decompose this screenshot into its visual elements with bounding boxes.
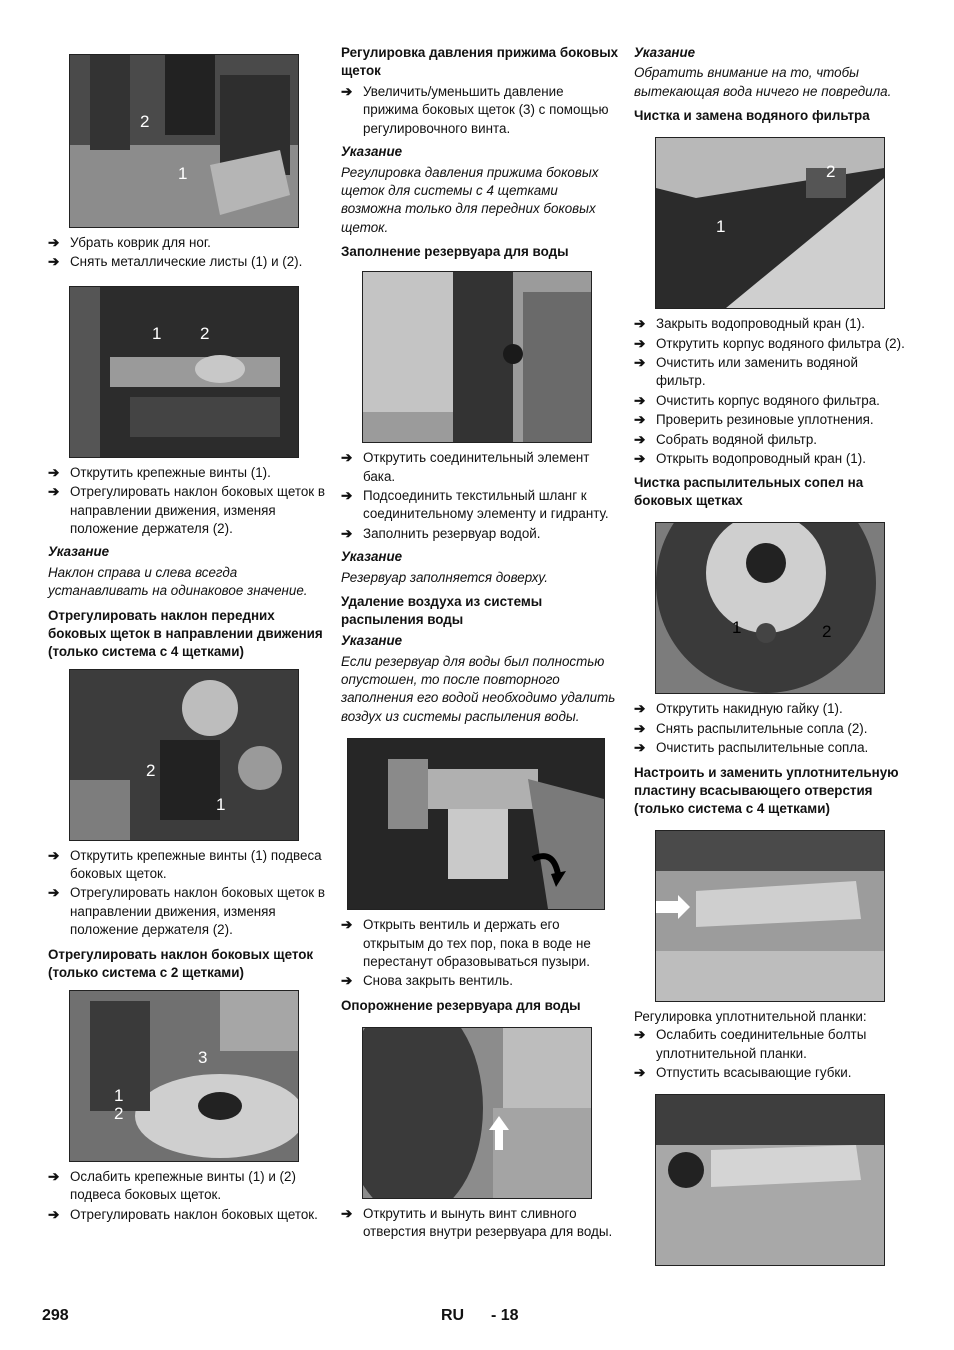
arrow-right-icon: ➔ [634, 316, 646, 332]
photo-tank-connector-shape [363, 272, 591, 442]
section-heading: Удаление воздуха из системы распыления воды [341, 594, 543, 628]
callout-2: 2 [826, 162, 836, 182]
arrow-right-icon: ➔ [48, 254, 60, 270]
callout-1: 1 [216, 794, 226, 814]
section-heading: Чистка и замена водяного фильтра [634, 108, 870, 124]
steps-adjust-tilt [48, 464, 326, 539]
section-heading: Заполнение резервуара для воды [341, 244, 569, 260]
photo-tank-connector [362, 271, 592, 443]
steps-front-brush [48, 847, 326, 940]
step: ➔ Открыть водопроводный кран (1). [634, 450, 906, 468]
photo-valve [347, 738, 605, 910]
callout-1: 1 [178, 164, 188, 183]
section-heading: Отрегулировать наклон передних боковых щеток в направлении движения (только система с 4 щетками) [48, 607, 323, 659]
arrow-right-icon: ➔ [341, 973, 353, 989]
callout-1: 1 [716, 217, 726, 237]
step: ➔ Увеличить/уменьшить давление прижима боковых щеток (3) с помощью регулировочного винта. [341, 84, 609, 136]
note-title: Указание [341, 549, 403, 565]
step: ➔ Открутить и вынуть винт сливного отверстия внутри резервуара для воды. [341, 1205, 613, 1240]
arrow-right-icon: ➔ [634, 740, 646, 756]
step: ➔ Заполнить резервуар водой. [341, 525, 621, 543]
photo-valve-shape [348, 739, 604, 909]
step: ➔ Отрегулировать наклон боковых щеток в направлении движения, изменяя положение держателя (2). [48, 484, 325, 537]
photo-water-filter [655, 137, 885, 309]
step: ➔ Убрать коврик для ног. [48, 234, 326, 252]
photo-drain-screw-shape [363, 1028, 591, 1198]
steps-bleed-air [341, 916, 621, 991]
step: ➔ Снять распылительные сопла (2). [634, 720, 906, 738]
arrow-right-icon: ➔ [48, 484, 60, 500]
plain-text: Регулировка уплотнительной планки: [634, 1008, 867, 1024]
step: ➔ Открутить соединительный элемент бака. [341, 450, 590, 484]
photo-front-brush-mount-shape [70, 670, 298, 840]
step: ➔ Очистить корпус водяного фильтра. [634, 392, 906, 410]
steps-drain-tank [341, 1205, 621, 1242]
note-text: Резервуар заполняется доверху. [341, 569, 548, 585]
arrow-right-icon: ➔ [634, 720, 646, 736]
arrow-right-icon: ➔ [48, 464, 60, 480]
arrow-right-icon: ➔ [634, 451, 646, 467]
callout-2: 2 [822, 622, 832, 642]
callout-1: 1 [114, 1085, 124, 1105]
steps-pressure [341, 83, 621, 138]
callout-1: 1 [152, 323, 162, 343]
column-middle [341, 44, 621, 1246]
page-sub-number: - 18 [491, 1307, 519, 1324]
callout-2: 2 [146, 760, 156, 780]
step: ➔ Подсоединить текстильный шланг к соединительному элементу и гидранту. [341, 488, 609, 522]
photo-brush-holder [69, 286, 299, 458]
column-left [48, 44, 326, 1228]
section-heading: Настроить и заменить уплотнительную пластину всасывающего отверстия (только система с 4 щетками) [634, 764, 899, 816]
steps-fill-tank [341, 449, 621, 543]
arrow-right-icon: ➔ [48, 885, 60, 901]
arrow-right-icon: ➔ [341, 450, 353, 466]
photo-floor-plates-shape [70, 55, 298, 227]
note-text: Регулировка давления прижима боковых щеток для системы с 4 щетками возможна только для передних боковых щеток. [341, 164, 599, 235]
arrow-right-icon: ➔ [634, 392, 646, 408]
arrow-right-icon: ➔ [48, 847, 60, 863]
step: ➔ Открутить крепежные винты (1) подвеса боковых щеток. [48, 847, 322, 882]
step: ➔ Очистить распылительные сопла. [634, 739, 906, 757]
note-title: Указание [48, 544, 110, 560]
steps-side-brush [48, 1168, 326, 1224]
photo-suction-lips-shape [656, 1095, 884, 1265]
arrow-right-icon: ➔ [634, 1027, 646, 1043]
callout-1: 1 [732, 618, 742, 638]
step: ➔ Очистить или заменить водяной фильтр. [634, 355, 858, 389]
step: ➔ Ослабить крепежные винты (1) и (2) подвеса боковых щеток. [48, 1168, 296, 1203]
callout-3: 3 [198, 1047, 208, 1067]
step: ➔ Отрегулировать наклон боковых щеток. [48, 1206, 326, 1224]
note-title: Указание [341, 633, 403, 649]
photo-water-filter-shape [656, 138, 884, 308]
steps-sealing-strip [634, 1026, 906, 1082]
step: ➔ Открутить накидную гайку (1). [634, 700, 906, 718]
arrow-right-icon: ➔ [341, 84, 353, 99]
section-heading: Опорожнение резервуара для воды [341, 997, 581, 1013]
step: ➔ Открутить корпус водяного фильтра (2). [634, 335, 906, 353]
arrow-right-icon: ➔ [634, 335, 646, 351]
arrow-right-icon: ➔ [634, 431, 646, 447]
step: ➔ Открыть вентиль и держать его открытым до тех пор, пока в воде не перестанут образовываться пузыри. [341, 917, 591, 969]
callout-2: 2 [140, 112, 150, 131]
photo-spray-nozzles-shape [656, 523, 884, 693]
photo-drain-screw [362, 1027, 592, 1199]
step: ➔ Собрать водяной фильтр. [634, 431, 906, 449]
section-heading: Отрегулировать наклон боковых щеток (только система с 2 щетками) [48, 946, 314, 980]
photo-spray-nozzles [655, 522, 885, 694]
steps-water-filter [634, 315, 906, 468]
note-title: Указание [341, 144, 403, 160]
arrow-right-icon: ➔ [341, 525, 353, 541]
step: ➔ Ослабить соединительные болты уплотнительной планки. [634, 1027, 867, 1061]
photo-floor-plates [69, 54, 299, 228]
callout-2: 2 [114, 1103, 124, 1123]
callout-2: 2 [200, 323, 210, 343]
photo-sealing-strip [655, 830, 885, 1002]
step: ➔ Открутить крепежные винты (1). [48, 464, 326, 482]
photo-side-brush-shape [70, 991, 298, 1161]
note-text: Обратить внимание на то, чтобы вытекающая вода ничего не повредила. [634, 65, 892, 99]
arrow-right-icon: ➔ [634, 701, 646, 717]
section-heading: Чистка распылительных сопел на боковых щетках [634, 475, 864, 509]
arrow-right-icon: ➔ [341, 1205, 353, 1221]
arrow-right-icon: ➔ [634, 355, 646, 371]
step: ➔ Снять металлические листы (1) и (2). [48, 253, 326, 271]
note-title: Указание [634, 45, 696, 60]
step: ➔ Закрыть водопроводный кран (1). [634, 315, 906, 333]
photo-suction-lips [655, 1094, 885, 1266]
step: ➔ Отпустить всасывающие губки. [634, 1064, 906, 1082]
steps-remove-mat [48, 234, 326, 272]
photo-sealing-strip-shape [656, 831, 884, 1001]
arrow-right-icon: ➔ [341, 488, 353, 504]
note-text: Если резервуар для воды был полностью опустошен, то после повторного заполнения его водой необходимо удалить воздух из системы распыления воды. [341, 653, 616, 724]
steps-spray-nozzles [634, 700, 906, 757]
language-code: RU [441, 1307, 465, 1324]
photo-brush-holder-shape [70, 287, 298, 457]
step: ➔ Снова закрыть вентиль. [341, 972, 621, 990]
column-right [634, 44, 906, 1266]
photo-front-brush-mount [69, 669, 299, 841]
step: ➔ Проверить резиновые уплотнения. [634, 411, 906, 429]
section-heading: Регулировка давления прижима боковых щеток [341, 45, 619, 78]
arrow-right-icon: ➔ [634, 412, 646, 428]
arrow-right-icon: ➔ [48, 1206, 60, 1222]
note-text: Наклон справа и слева всегда устанавливать на одинаковое значение. [48, 564, 308, 599]
arrow-right-icon: ➔ [48, 1168, 60, 1184]
arrow-right-icon: ➔ [341, 917, 353, 933]
arrow-right-icon: ➔ [48, 235, 60, 250]
photo-side-brush [69, 990, 299, 1162]
step: ➔ Отрегулировать наклон боковых щеток в направлении движения, изменяя положение держателя (2). [48, 885, 325, 938]
arrow-right-icon: ➔ [634, 1064, 646, 1080]
page-number: 298 [42, 1307, 69, 1324]
